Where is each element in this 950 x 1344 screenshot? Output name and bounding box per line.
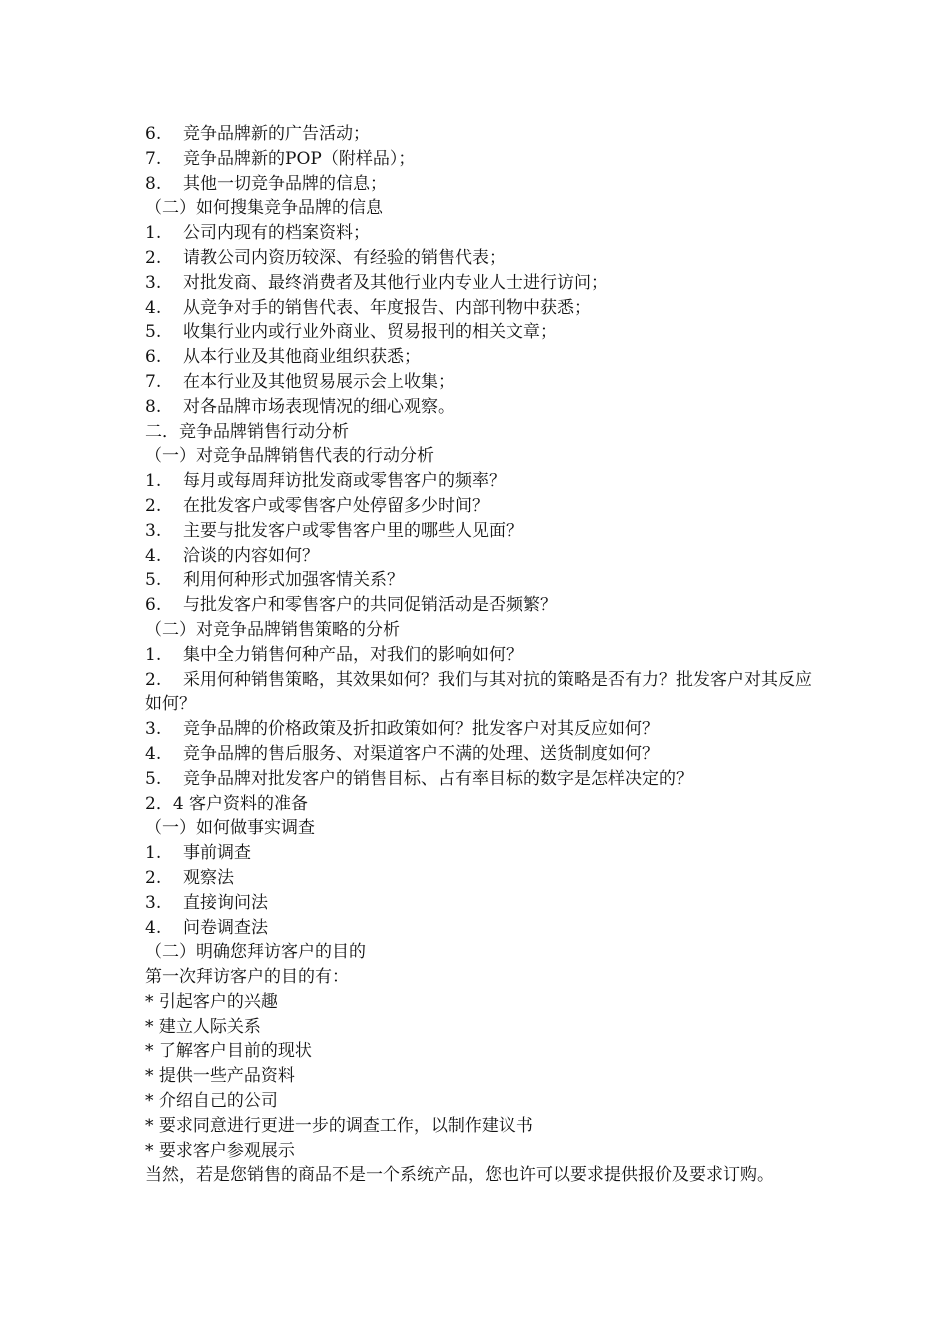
list-item <box>145 469 815 494</box>
list-item-number: 4. <box>145 743 162 764</box>
list-item <box>145 296 815 321</box>
list-item-number: 7. <box>145 148 162 169</box>
list-item-text: 主要与批发客户或零售客户里的哪些人见面？ <box>183 520 523 541</box>
list-item <box>145 544 815 569</box>
line-text: * 提供一些产品资料 <box>145 1066 295 1087</box>
list-item-number: 5. <box>145 768 162 789</box>
list-item-text: 洽谈的内容如何？ <box>183 545 319 566</box>
list-item-number: 2. <box>145 867 162 888</box>
list-item-text: 竞争品牌对批发客户的销售目标、占有率目标的数字是怎样决定的？ <box>183 768 693 789</box>
list-item-text: 竞争品牌新的POP（附样品）； <box>183 148 416 169</box>
list-item <box>145 568 815 593</box>
list-item-number: 2. <box>145 669 162 690</box>
list-item <box>145 866 815 891</box>
list-item-text: 事前调查 <box>183 843 251 864</box>
list-item-text: 竞争品牌新的广告活动； <box>183 124 370 144</box>
line-text: 第一次拜访客户的目的有： <box>145 967 349 988</box>
list-item-number: 6. <box>145 347 162 368</box>
list-item-text: 观察法 <box>183 867 234 888</box>
list-item-number: 8. <box>145 396 162 417</box>
paragraph-line <box>145 196 815 221</box>
list-item-number: 1. <box>145 843 162 864</box>
list-item <box>145 916 815 941</box>
paragraph-line <box>145 990 815 1015</box>
list-item-number: 3. <box>145 520 162 541</box>
list-item-text: 从本行业及其他商业组织获悉； <box>183 347 421 368</box>
list-item-number: 3. <box>145 719 162 740</box>
list-item-number: 1. <box>145 644 162 665</box>
list-item-text: 竞争品牌的售后服务、对渠道客户不满的处理、送货制度如何？ <box>183 743 659 764</box>
list-item-number: 7. <box>145 371 162 392</box>
list-item-number: 4. <box>145 297 162 318</box>
paragraph-line <box>145 1114 815 1139</box>
list-item <box>145 841 815 866</box>
line-text: （二）明确您拜访客户的目的 <box>145 942 366 963</box>
list-item <box>145 767 815 792</box>
list-item <box>145 370 815 395</box>
paragraph-line <box>145 1064 815 1089</box>
paragraph-line <box>145 420 815 445</box>
list-item-text: 竞争品牌的价格政策及折扣政策如何？批发客户对其反应如何？ <box>183 719 659 740</box>
list-item <box>145 172 815 197</box>
list-item <box>145 643 815 668</box>
paragraph-line <box>145 965 815 990</box>
list-item-number: 3. <box>145 272 162 293</box>
list-item-number: 4. <box>145 545 162 566</box>
list-item <box>145 891 815 916</box>
list-item-text: 请教公司内资历较深、有经验的销售代表； <box>183 247 506 268</box>
list-item-text: 集中全力销售何种产品，对我们的影响如何？ <box>183 644 523 665</box>
list-item-number: 6. <box>145 124 162 144</box>
list-item-number: 6. <box>145 595 162 616</box>
list-item-text: 从竞争对手的销售代表、年度报告、内部刊物中获悉； <box>183 297 591 318</box>
list-item <box>145 246 815 271</box>
line-text: * 建立人际关系 <box>145 1016 261 1037</box>
list-item-number: 5. <box>145 322 162 343</box>
list-item <box>145 221 815 246</box>
line-text: 二．竞争品牌销售行动分析 <box>145 421 349 442</box>
list-item <box>145 147 815 172</box>
list-item <box>145 519 815 544</box>
paragraph-line <box>145 1139 815 1164</box>
line-text: * 要求客户参观展示 <box>145 1140 295 1161</box>
list-item <box>145 345 815 370</box>
list-item <box>145 395 815 420</box>
list-item-text: 直接询问法 <box>183 892 268 913</box>
list-item-number: 1. <box>145 223 162 244</box>
list-item-text: 其他一切竞争品牌的信息； <box>183 173 387 194</box>
list-item <box>145 271 815 296</box>
line-text: * 了解客户目前的现状 <box>145 1041 312 1062</box>
list-item-number: 4. <box>145 917 162 938</box>
list-item-text: 在本行业及其他贸易展示会上收集； <box>183 371 455 392</box>
list-item-number: 5. <box>145 570 162 591</box>
line-text: * 引起客户的兴趣 <box>145 991 278 1012</box>
list-item-text: 每月或每周拜访批发商或零售客户的频率？ <box>183 471 506 492</box>
line-text: 2．4 客户资料的准备 <box>145 793 309 814</box>
paragraph-line <box>145 618 815 643</box>
list-item-text: 问卷调查法 <box>183 917 268 938</box>
line-text: （一）对竞争品牌销售代表的行动分析 <box>145 446 434 467</box>
paragraph-line <box>145 816 815 841</box>
list-item-text: 采用何种销售策略，其效果如何？我们与其对抗的策略是否有力？批发客户对其反应如何？ <box>145 669 812 715</box>
list-item-number: 8. <box>145 173 162 194</box>
list-item-text: 利用何种形式加强客情关系？ <box>183 570 404 591</box>
paragraph-line <box>145 444 815 469</box>
list-item-text: 与批发客户和零售客户的共同促销活动是否频繁？ <box>183 595 557 616</box>
list-item <box>145 320 815 345</box>
paragraph-line <box>145 792 815 817</box>
line-text: * 要求同意进行更进一步的调查工作，以制作建议书 <box>145 1115 533 1136</box>
line-text: * 介绍自己的公司 <box>145 1091 278 1112</box>
document-body <box>145 122 815 1188</box>
list-item-number: 3. <box>145 892 162 913</box>
list-item <box>145 593 815 618</box>
paragraph-line <box>145 1163 815 1188</box>
line-text: （一）如何做事实调查 <box>145 818 315 839</box>
line-text: 当然，若是您销售的商品不是一个系统产品，您也许可以要求提供报价及要求订购。 <box>145 1165 774 1186</box>
list-item-text: 对各品牌市场表现情况的细心观察。 <box>183 396 455 417</box>
list-item <box>145 742 815 767</box>
list-item-number: 1. <box>145 471 162 492</box>
line-text: （二）对竞争品牌销售策略的分析 <box>145 619 400 640</box>
line-text: （二）如何搜集竞争品牌的信息 <box>145 198 383 219</box>
list-item <box>145 717 815 742</box>
list-item <box>145 494 815 519</box>
list-item-number: 2. <box>145 247 162 268</box>
list-item <box>145 122 815 147</box>
paragraph-line <box>145 1089 815 1114</box>
list-item-text: 公司内现有的档案资料； <box>183 223 370 244</box>
list-item-number: 2. <box>145 495 162 516</box>
list-item <box>145 668 815 718</box>
list-item-text: 对批发商、最终消费者及其他行业内专业人士进行访问； <box>183 272 608 293</box>
paragraph-line <box>145 1039 815 1064</box>
list-item-text: 收集行业内或行业外商业、贸易报刊的相关文章； <box>183 322 557 343</box>
paragraph-line <box>145 1015 815 1040</box>
paragraph-line <box>145 940 815 965</box>
list-item-text: 在批发客户或零售客户处停留多少时间？ <box>183 495 489 516</box>
